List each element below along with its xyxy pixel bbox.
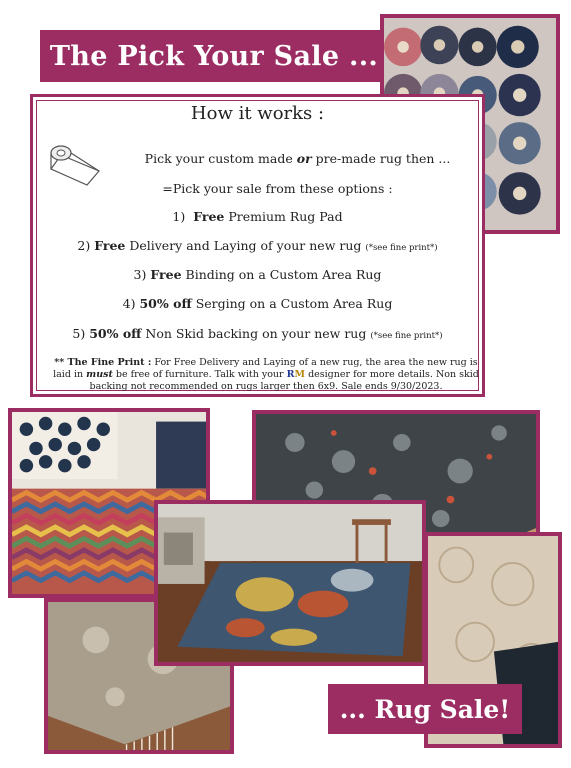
- rm-logo-r: R: [286, 369, 295, 380]
- intro-line: [73, 151, 522, 166]
- option-4: [33, 296, 482, 311]
- fine-print-must: must: [86, 369, 113, 380]
- abstract-rug-room-photo: [154, 500, 426, 666]
- fine-print-part3: designer for more details. Non skid backing not recommended on rugs larger then 6x9. Sale ends 9/30/2023.: [89, 369, 479, 392]
- fine-print-part2: be free of furniture. Talk with your: [112, 369, 287, 380]
- rug-sale-text: ... Rug Sale!: [339, 694, 511, 724]
- option-number: 5): [72, 326, 86, 341]
- intro-after: pre-made rug then ...: [311, 151, 451, 166]
- option-bold: Free: [94, 238, 126, 253]
- option-number: 4): [122, 296, 136, 311]
- option-number: 3): [133, 267, 147, 282]
- option-bold: Free: [193, 209, 225, 224]
- rm-logo-m: M: [294, 369, 306, 380]
- option-3: [33, 267, 482, 282]
- option-text: Serging on a Custom Area Rug: [191, 296, 393, 311]
- option-number: 2): [77, 238, 91, 253]
- option-text: Non Skid backing on your new rug: [141, 326, 371, 341]
- option-bold: Free: [150, 267, 182, 282]
- sale-title: The Pick Your Sale ...: [49, 40, 379, 72]
- option-bold: 50% off: [139, 296, 192, 311]
- how-it-works-box: [30, 94, 485, 397]
- option-number: 1): [172, 209, 186, 224]
- option-text: Premium Rug Pad: [224, 209, 343, 224]
- rug-sale-banner: [328, 684, 522, 734]
- option-text: Delivery and Laying of your new rug: [125, 238, 366, 253]
- fine-print: [51, 357, 481, 393]
- sale-title-banner: [40, 30, 388, 82]
- option-5: [33, 326, 482, 341]
- pick-line: =Pick your sale from these options :: [162, 181, 393, 196]
- fine-print-label: ** The Fine Print :: [54, 357, 152, 368]
- option-note: (*see fine print*): [365, 243, 438, 253]
- option-text: Binding on a Custom Area Rug: [181, 267, 382, 282]
- option-2: [33, 238, 482, 253]
- option-1: [33, 209, 482, 224]
- option-bold: 50% off: [89, 326, 142, 341]
- intro-before: Pick your custom made: [144, 151, 297, 166]
- option-note: (*see fine print*): [370, 331, 443, 341]
- intro-or: or: [296, 151, 312, 166]
- how-it-works-heading: How it works :: [190, 103, 325, 124]
- fine-print-part1: For Free Delivery and Laying of a new rug, the area the new rug is laid in: [53, 357, 478, 380]
